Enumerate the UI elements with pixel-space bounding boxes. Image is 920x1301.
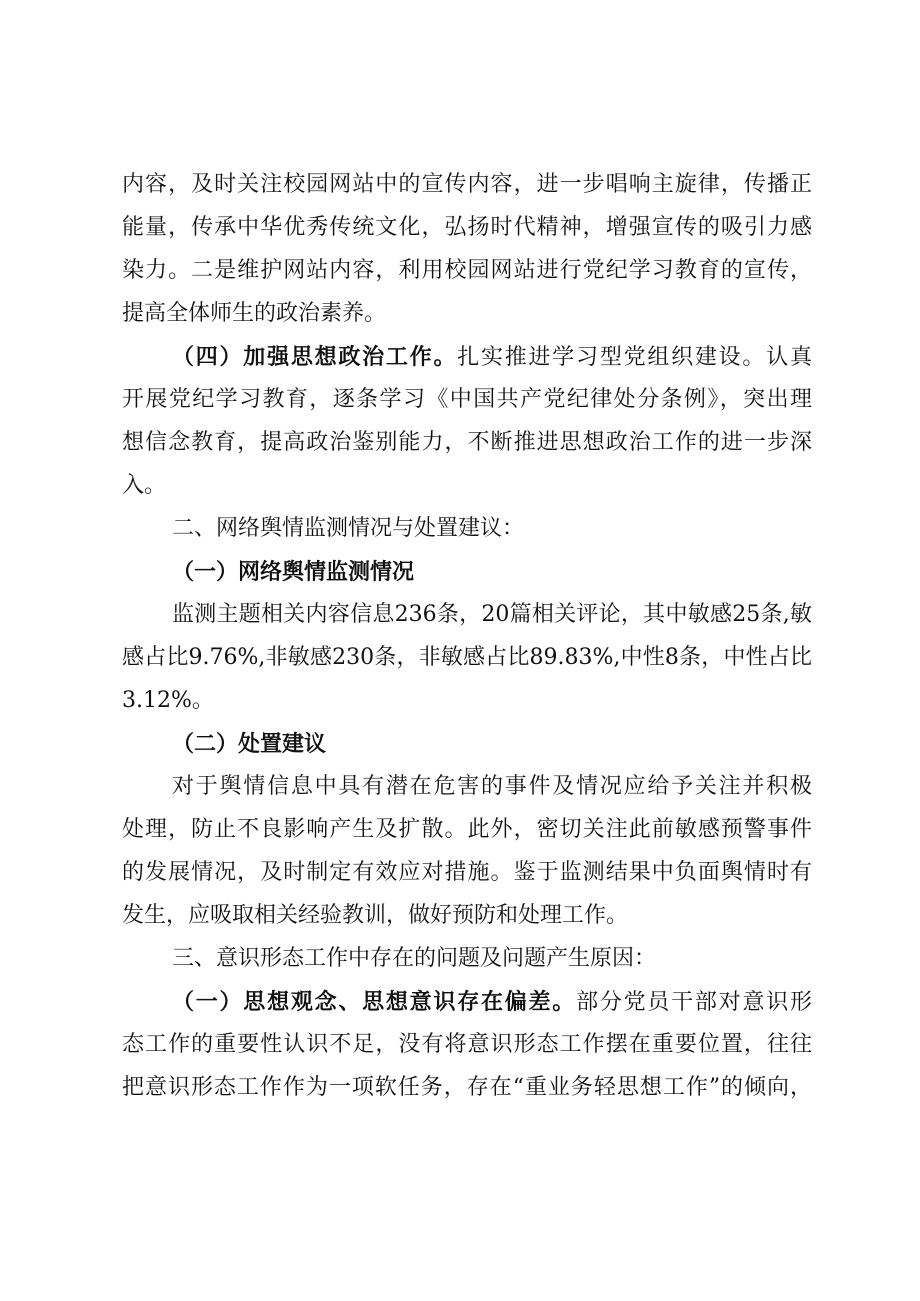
section-1-heading-line	[172, 987, 812, 1018]
paragraph-line: 3.12%。	[122, 688, 214, 713]
paragraph-line: 发生，应吸取相关经验教训，做好预防和处理工作。	[122, 903, 629, 928]
paragraph-line: 对于舆情信息中具有潜在危害的事件及情况应给予关注并积极	[172, 774, 812, 799]
section-heading: （二）处置建议	[172, 731, 327, 757]
subheading-suggestions	[172, 729, 812, 760]
paragraph-text: 部分党员干部对意识形	[576, 990, 812, 1015]
section-4-heading-line	[172, 342, 812, 373]
paragraph-line: 态工作的重要性认识不足，没有将意识形态工作摆在重要位置，往往	[122, 1032, 812, 1057]
chapter-heading-3: 三、意识形态工作中存在的问题及问题产生原因：	[172, 946, 657, 971]
paragraph-line: 开展党纪学习教育，逐条学习《中国共产党纪律处分条例》，突出理	[122, 387, 812, 412]
paragraph-line: 想信念教育，提高政治鉴别能力，不断推进思想政治工作的进一步深	[122, 430, 812, 455]
chapter-heading-2: 二、网络舆情监测情况与处置建议：	[172, 516, 525, 541]
paragraph-line: 内容，及时关注校园网站中的宣传内容，进一步唱响主旋律，传播正	[122, 172, 812, 197]
paragraph-line: 入。	[122, 473, 167, 498]
section-heading: （四）加强思想政治工作。	[172, 344, 458, 370]
paragraph-line: 能量，传承中华优秀传统文化，弘扬时代精神，增强宣传的吸引力感	[122, 215, 812, 240]
paragraph-line: 把意识形态工作作为一项软任务，存在“重业务轻思想工作”的倾向，	[122, 1075, 812, 1100]
paragraph-line: 处理，防止不良影响产生及扩散。此外，密切关注此前敏感预警事件	[122, 817, 812, 842]
paragraph-line: 染力。二是维护网站内容，利用校园网站进行党纪学习教育的宣传，	[122, 258, 812, 283]
paragraph-line: 的发展情况，及时制定有效应对措施。鉴于监测结果中负面舆情时有	[122, 860, 812, 885]
paragraph-text: 扎实推进学习型党组织建设。认真	[457, 345, 812, 370]
section-heading: （一）思想观念、思想意识存在偏差。	[172, 989, 577, 1015]
paragraph-line: 监测主题相关内容信息236条，20篇相关评论，其中敏感25条,敏	[172, 602, 812, 627]
paragraph-line: 感占比9.76%,非敏感230条，非敏感占比89.83%,中性8条，中性占比	[122, 645, 812, 670]
subheading-monitoring	[172, 557, 812, 588]
paragraph-line: 提高全体师生的政治素养。	[122, 301, 387, 326]
section-heading: （一）网络舆情监测情况	[172, 559, 415, 585]
